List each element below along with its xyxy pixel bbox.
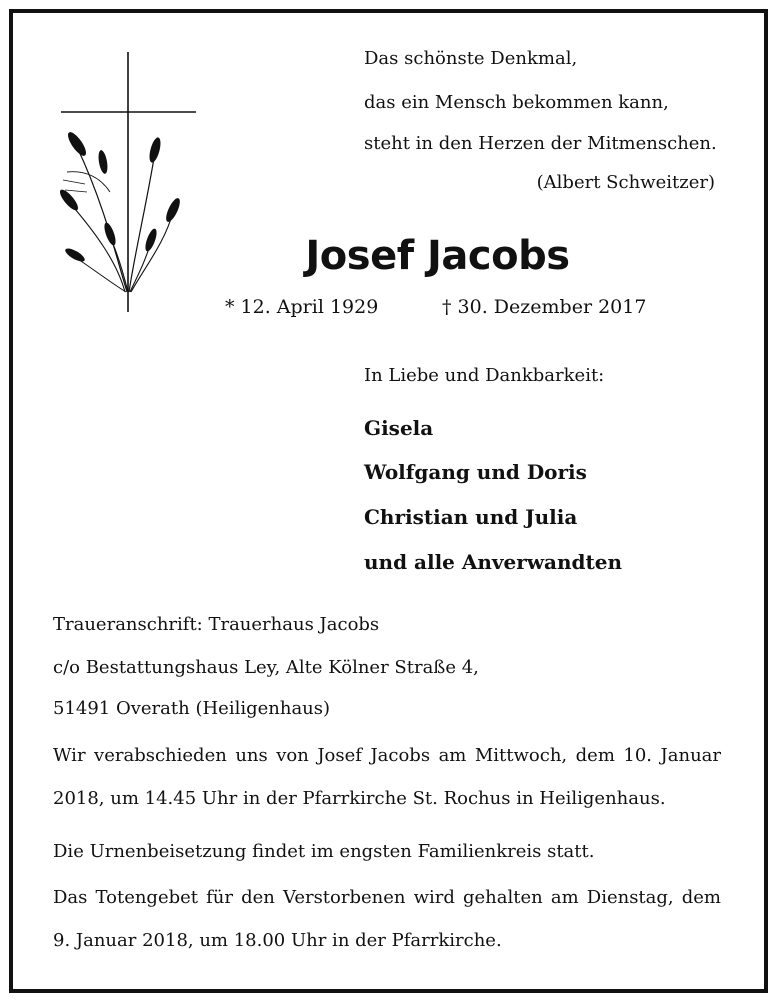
quote-author: (Albert Schweitzer) xyxy=(536,172,715,193)
prayer-notice-line-1: Das Totengebet für den Verstorbenen wird gehalten am Dienstag, dem xyxy=(53,887,721,908)
deceased-name-container xyxy=(0,233,775,279)
mourner-name: und alle Anverwandten xyxy=(364,550,623,574)
deceased-name: Josef Jacobs xyxy=(305,233,570,279)
mourners-intro: In Liebe und Dankbarkeit: xyxy=(364,365,605,386)
address-line-2: c/o Bestattungshaus Ley, Alte Kölner Straße 4, xyxy=(53,657,479,678)
mourner-name: Gisela xyxy=(364,416,434,440)
prayer-notice-line-2: 9. Januar 2018, um 18.00 Uhr in der Pfarrkirche. xyxy=(53,930,502,951)
mourner-name: Wolfgang und Doris xyxy=(364,460,587,484)
mourner-name: Christian und Julia xyxy=(364,505,578,529)
address-line-1: Traueranschrift: Trauerhaus Jacobs xyxy=(53,614,380,635)
quote-line-2: das ein Mensch bekommen kann, xyxy=(364,92,669,113)
death-date: † 30. Dezember 2017 xyxy=(442,296,647,318)
birth-date: * 12. April 1929 xyxy=(225,296,379,318)
quote-line-1: Das schönste Denkmal, xyxy=(364,48,578,69)
urn-notice: Die Urnenbeisetzung findet im engsten Familienkreis statt. xyxy=(53,841,595,862)
funeral-notice-line-2: 2018, um 14.45 Uhr in der Pfarrkirche St. Rochus in Heiligenhaus. xyxy=(53,788,666,809)
quote-line-3: steht in den Herzen der Mitmenschen. xyxy=(364,133,717,154)
address-line-3: 51491 Overath (Heiligenhaus) xyxy=(53,698,331,719)
funeral-notice-line-1: Wir verabschieden uns von Josef Jacobs am Mittwoch, dem 10. Januar xyxy=(53,745,721,766)
